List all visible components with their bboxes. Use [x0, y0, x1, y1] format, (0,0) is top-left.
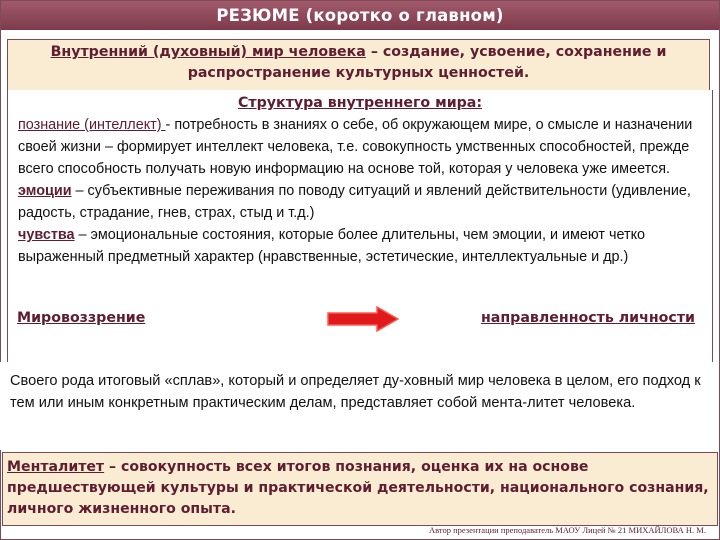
emotions-term: эмоции — [18, 183, 72, 199]
summary-text: Своего рода итоговый «сплав», который и определяет ду-ховный мир человека в целом, его подход к тем или иным конкретным практическим делам, представляет собой мента-литет человека. — [10, 373, 701, 411]
mentality-term: Менталитет — [7, 459, 105, 475]
feelings-term: чувства — [18, 227, 75, 243]
cognition-text: - потребность в знаниях о себе, об окружающем мире, о смысле и назначении своей жизни – формирует интеллект человека, т.е. совокупность умственных способностей, прежде всего способность получать новую информацию на основе той, которая у человека уже имеется. — [18, 117, 693, 177]
mentality-box — [2, 452, 718, 526]
slide-title — [1, 1, 719, 30]
cognition-term: познание (интеллект) — [18, 117, 166, 133]
definition-text — [8, 42, 709, 84]
author-footer: Автор презентации преподаватель МАОУ Лицей № 21 МИХАЙЛОВА Н. М. — [428, 525, 706, 535]
structure-title: Структура внутреннего мира: — [237, 95, 483, 111]
mentality-body: – совокупность всех итогов познания, оценка их на основе предшествующей культуры и практической деятельности, национального сознания, личного жизненного опыта. — [7, 459, 709, 517]
slide-title-text: РЕЗЮМЕ (коротко о главном) — [216, 6, 504, 25]
emotions-text: – субъективные переживания по поводу ситуаций и явлений действительности (удивление, радость, страдание, гнев, страх, стыд и т.д.) — [18, 183, 691, 221]
definition-term: Внутренний (духовный) мир человека — [50, 44, 366, 60]
structure-body — [18, 114, 706, 268]
orientation-label: направленность личности — [481, 310, 695, 326]
worldview-label: Мировоззрение — [17, 310, 146, 326]
feelings-text: – эмоциональные состояния, которые более длительны, чем эмоции, и имеют четко выраженный предметный характер (нравственные, эстетические, интеллектуальные и др.) — [18, 227, 646, 265]
definition-box — [7, 39, 710, 91]
right-arrow-icon — [327, 306, 399, 332]
worldview-row — [17, 306, 697, 332]
mentality-text — [7, 457, 713, 520]
summary-box — [0, 362, 718, 450]
definition-body: – создание, усвоение, сохранение и распространение культурных ценностей. — [187, 44, 667, 81]
